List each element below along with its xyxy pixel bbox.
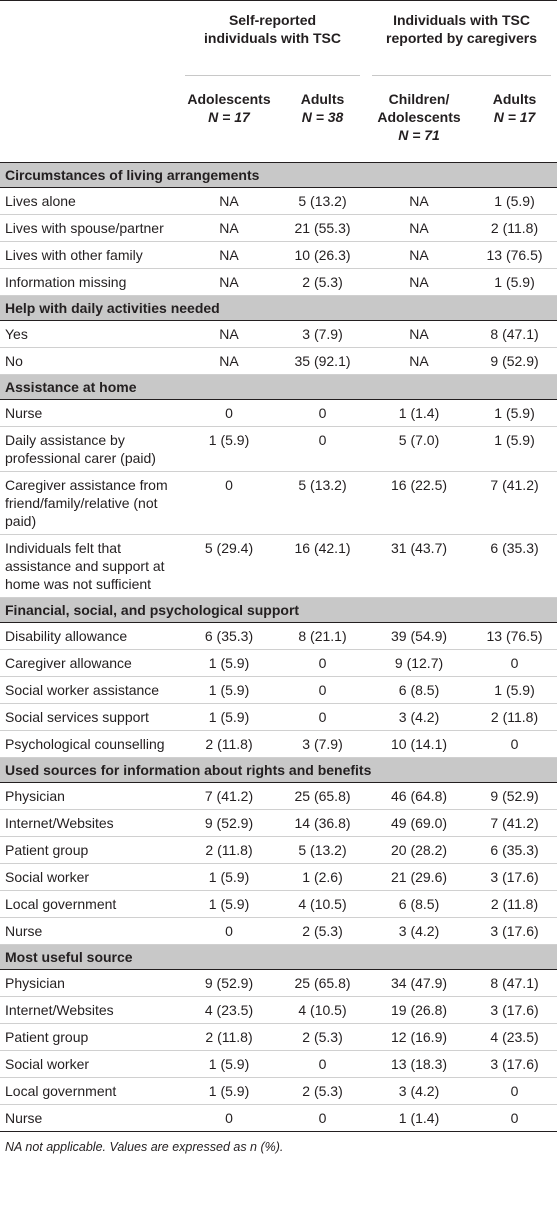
section-title: Most useful source bbox=[0, 945, 557, 970]
col-header-adults-self-n: N = 38 bbox=[301, 109, 344, 125]
table-row bbox=[0, 810, 557, 837]
table-row bbox=[0, 918, 557, 945]
row-value-col3: 12 (16.9) bbox=[366, 1024, 472, 1051]
table-header bbox=[0, 1, 557, 163]
row-value-col1: 0 bbox=[179, 400, 279, 427]
section-header-row bbox=[0, 758, 557, 783]
row-value-col2: 2 (5.3) bbox=[279, 918, 366, 945]
col-header-children-adolescents-label: Children/ Adolescents bbox=[377, 91, 461, 125]
row-value-col1: 1 (5.9) bbox=[179, 704, 279, 731]
table-row bbox=[0, 400, 557, 427]
row-value-col1: 1 (5.9) bbox=[179, 677, 279, 704]
row-value-col3: 20 (28.2) bbox=[366, 837, 472, 864]
row-value-col1: 6 (35.3) bbox=[179, 623, 279, 650]
row-value-col3: 3 (4.2) bbox=[366, 918, 472, 945]
table-footnote: NA not applicable. Values are expressed as n (%). bbox=[5, 1140, 284, 1154]
row-value-col2: 35 (92.1) bbox=[279, 348, 366, 375]
col-header-adults-self-label: Adults bbox=[300, 91, 345, 107]
row-value-col3: 46 (64.8) bbox=[366, 783, 472, 810]
row-value-col4: 6 (35.3) bbox=[472, 535, 557, 598]
table-row bbox=[0, 348, 557, 375]
row-value-col1: 2 (11.8) bbox=[179, 837, 279, 864]
table-row bbox=[0, 472, 557, 535]
row-value-col4: 9 (52.9) bbox=[472, 783, 557, 810]
row-value-col3: 31 (43.7) bbox=[366, 535, 472, 598]
row-value-col2: 0 bbox=[279, 1105, 366, 1132]
row-value-col1: 2 (11.8) bbox=[179, 731, 279, 758]
row-label: Internet/Websites bbox=[0, 810, 179, 837]
row-label: Physician bbox=[0, 970, 179, 997]
table-row bbox=[0, 535, 557, 598]
table-row bbox=[0, 1078, 557, 1105]
col-header-children-adolescents-n: N = 71 bbox=[398, 127, 440, 143]
col-header-adolescents bbox=[179, 76, 279, 163]
row-value-col2: 0 bbox=[279, 704, 366, 731]
row-value-col2: 14 (36.8) bbox=[279, 810, 366, 837]
row-label: Yes bbox=[0, 321, 179, 348]
row-value-col3: 6 (8.5) bbox=[366, 677, 472, 704]
row-value-col4: 0 bbox=[472, 650, 557, 677]
row-value-col1: 1 (5.9) bbox=[179, 864, 279, 891]
row-value-col3: 9 (12.7) bbox=[366, 650, 472, 677]
group-header-caregivers-text: Individuals with TSC reported by caregivers bbox=[386, 12, 537, 46]
row-label: Lives with other family bbox=[0, 242, 179, 269]
row-value-col3: 49 (69.0) bbox=[366, 810, 472, 837]
table-row bbox=[0, 864, 557, 891]
row-value-col3: 16 (22.5) bbox=[366, 472, 472, 535]
row-value-col4: 9 (52.9) bbox=[472, 348, 557, 375]
section-title: Help with daily activities needed bbox=[0, 296, 557, 321]
row-value-col1: 1 (5.9) bbox=[179, 1078, 279, 1105]
table-row bbox=[0, 650, 557, 677]
table-row bbox=[0, 783, 557, 810]
row-label: Nurse bbox=[0, 1105, 179, 1132]
section-title: Financial, social, and psychological support bbox=[0, 598, 557, 623]
table-row bbox=[0, 623, 557, 650]
row-value-col4: 6 (35.3) bbox=[472, 837, 557, 864]
row-value-col1: 5 (29.4) bbox=[179, 535, 279, 598]
row-value-col4: 2 (11.8) bbox=[472, 891, 557, 918]
col-header-children-adolescents bbox=[366, 76, 472, 163]
row-value-col3: NA bbox=[366, 188, 472, 215]
row-value-col3: 5 (7.0) bbox=[366, 427, 472, 472]
row-value-col1: 0 bbox=[179, 472, 279, 535]
table-row bbox=[0, 215, 557, 242]
row-value-col1: 1 (5.9) bbox=[179, 427, 279, 472]
row-value-col1: NA bbox=[179, 242, 279, 269]
col-header-adults-self bbox=[279, 76, 366, 163]
row-label: Local government bbox=[0, 891, 179, 918]
row-value-col4: 3 (17.6) bbox=[472, 864, 557, 891]
row-label: Internet/Websites bbox=[0, 997, 179, 1024]
row-value-col3: NA bbox=[366, 269, 472, 296]
row-value-col4: 8 (47.1) bbox=[472, 321, 557, 348]
row-value-col2: 8 (21.1) bbox=[279, 623, 366, 650]
row-value-col2: 21 (55.3) bbox=[279, 215, 366, 242]
row-value-col2: 0 bbox=[279, 1051, 366, 1078]
row-label: Daily assistance by professional carer (paid) bbox=[0, 427, 179, 472]
row-value-col4: 1 (5.9) bbox=[472, 400, 557, 427]
row-label: Caregiver assistance from friend/family/relative (not paid) bbox=[0, 472, 179, 535]
table-row bbox=[0, 997, 557, 1024]
row-value-col2: 1 (2.6) bbox=[279, 864, 366, 891]
col-header-adults-caregiver bbox=[472, 76, 557, 163]
group-header-self-reported bbox=[179, 1, 366, 76]
row-value-col2: 25 (65.8) bbox=[279, 783, 366, 810]
table-row bbox=[0, 677, 557, 704]
table-row bbox=[0, 242, 557, 269]
table-row bbox=[0, 970, 557, 997]
section-title: Assistance at home bbox=[0, 375, 557, 400]
row-label: Social services support bbox=[0, 704, 179, 731]
row-value-col2: 2 (5.3) bbox=[279, 1024, 366, 1051]
row-value-col2: 2 (5.3) bbox=[279, 1078, 366, 1105]
row-value-col4: 1 (5.9) bbox=[472, 269, 557, 296]
row-value-col1: NA bbox=[179, 348, 279, 375]
row-value-col2: 5 (13.2) bbox=[279, 472, 366, 535]
section-header-row bbox=[0, 296, 557, 321]
row-value-col4: 0 bbox=[472, 1078, 557, 1105]
table-row bbox=[0, 1105, 557, 1132]
row-label: Disability allowance bbox=[0, 623, 179, 650]
row-value-col3: 19 (26.8) bbox=[366, 997, 472, 1024]
row-value-col2: 3 (7.9) bbox=[279, 731, 366, 758]
row-value-col4: 0 bbox=[472, 1105, 557, 1132]
row-value-col2: 4 (10.5) bbox=[279, 891, 366, 918]
row-value-col1: 7 (41.2) bbox=[179, 783, 279, 810]
row-value-col4: 7 (41.2) bbox=[472, 472, 557, 535]
row-value-col4: 2 (11.8) bbox=[472, 215, 557, 242]
row-value-col1: 1 (5.9) bbox=[179, 650, 279, 677]
row-value-col3: 13 (18.3) bbox=[366, 1051, 472, 1078]
col-header-adolescents-n: N = 17 bbox=[208, 109, 250, 125]
section-title: Used sources for information about rights and benefits bbox=[0, 758, 557, 783]
row-value-col2: 3 (7.9) bbox=[279, 321, 366, 348]
row-value-col3: 1 (1.4) bbox=[366, 1105, 472, 1132]
table-row bbox=[0, 321, 557, 348]
row-value-col2: 10 (26.3) bbox=[279, 242, 366, 269]
row-value-col4: 4 (23.5) bbox=[472, 1024, 557, 1051]
row-label: Psychological counselling bbox=[0, 731, 179, 758]
row-label: Nurse bbox=[0, 400, 179, 427]
row-label: Information missing bbox=[0, 269, 179, 296]
row-value-col1: 1 (5.9) bbox=[179, 1051, 279, 1078]
row-value-col3: 10 (14.1) bbox=[366, 731, 472, 758]
row-value-col1: 4 (23.5) bbox=[179, 997, 279, 1024]
row-value-col1: 9 (52.9) bbox=[179, 970, 279, 997]
row-value-col3: NA bbox=[366, 242, 472, 269]
table-row bbox=[0, 704, 557, 731]
section-header-row bbox=[0, 163, 557, 188]
row-value-col4: 1 (5.9) bbox=[472, 427, 557, 472]
row-label: Social worker bbox=[0, 1051, 179, 1078]
row-value-col1: 2 (11.8) bbox=[179, 1024, 279, 1051]
row-value-col2: 5 (13.2) bbox=[279, 188, 366, 215]
row-label: Social worker bbox=[0, 864, 179, 891]
table-row bbox=[0, 731, 557, 758]
row-value-col3: 1 (1.4) bbox=[366, 400, 472, 427]
header-blank bbox=[0, 1, 179, 76]
row-value-col4: 1 (5.9) bbox=[472, 188, 557, 215]
col-header-adolescents-label: Adolescents bbox=[187, 91, 271, 107]
row-value-col1: NA bbox=[179, 215, 279, 242]
row-value-col1: NA bbox=[179, 269, 279, 296]
section-header-row bbox=[0, 375, 557, 400]
row-value-col3: NA bbox=[366, 321, 472, 348]
row-label: Individuals felt that assistance and support at home was not sufficient bbox=[0, 535, 179, 598]
row-label: Lives alone bbox=[0, 188, 179, 215]
table-row bbox=[0, 269, 557, 296]
row-label: Lives with spouse/partner bbox=[0, 215, 179, 242]
row-value-col4: 1 (5.9) bbox=[472, 677, 557, 704]
row-value-col4: 13 (76.5) bbox=[472, 623, 557, 650]
table-row bbox=[0, 427, 557, 472]
section-header-row bbox=[0, 945, 557, 970]
group-header-self-reported-text: Self-reported individuals with TSC bbox=[204, 12, 341, 46]
row-value-col2: 0 bbox=[279, 650, 366, 677]
row-value-col3: NA bbox=[366, 348, 472, 375]
table-row bbox=[0, 1024, 557, 1051]
row-value-col4: 7 (41.2) bbox=[472, 810, 557, 837]
row-value-col4: 3 (17.6) bbox=[472, 918, 557, 945]
col-header-adults-caregiver-label: Adults bbox=[492, 91, 537, 107]
row-value-col3: 39 (54.9) bbox=[366, 623, 472, 650]
row-value-col4: 3 (17.6) bbox=[472, 1051, 557, 1078]
row-label: Patient group bbox=[0, 1024, 179, 1051]
table-body bbox=[0, 163, 557, 1132]
row-value-col3: NA bbox=[366, 215, 472, 242]
row-value-col1: NA bbox=[179, 188, 279, 215]
row-value-col2: 0 bbox=[279, 427, 366, 472]
row-label: Social worker assistance bbox=[0, 677, 179, 704]
col-header-adults-caregiver-n: N = 17 bbox=[493, 109, 536, 125]
table-row bbox=[0, 891, 557, 918]
table-row bbox=[0, 837, 557, 864]
row-value-col4: 2 (11.8) bbox=[472, 704, 557, 731]
row-label: Physician bbox=[0, 783, 179, 810]
row-value-col2: 25 (65.8) bbox=[279, 970, 366, 997]
group-header-caregivers bbox=[366, 1, 557, 76]
row-value-col1: NA bbox=[179, 321, 279, 348]
row-value-col3: 21 (29.6) bbox=[366, 864, 472, 891]
row-value-col3: 3 (4.2) bbox=[366, 704, 472, 731]
row-value-col2: 4 (10.5) bbox=[279, 997, 366, 1024]
row-value-col3: 3 (4.2) bbox=[366, 1078, 472, 1105]
section-title: Circumstances of living arrangements bbox=[0, 163, 557, 188]
row-value-col2: 16 (42.1) bbox=[279, 535, 366, 598]
row-label: Local government bbox=[0, 1078, 179, 1105]
row-label: Caregiver allowance bbox=[0, 650, 179, 677]
table-row bbox=[0, 188, 557, 215]
row-value-col3: 34 (47.9) bbox=[366, 970, 472, 997]
row-value-col4: 13 (76.5) bbox=[472, 242, 557, 269]
row-label: Patient group bbox=[0, 837, 179, 864]
row-value-col1: 0 bbox=[179, 918, 279, 945]
row-value-col1: 1 (5.9) bbox=[179, 891, 279, 918]
row-value-col2: 2 (5.3) bbox=[279, 269, 366, 296]
row-label: Nurse bbox=[0, 918, 179, 945]
row-value-col1: 9 (52.9) bbox=[179, 810, 279, 837]
row-value-col3: 6 (8.5) bbox=[366, 891, 472, 918]
row-label: No bbox=[0, 348, 179, 375]
row-value-col4: 0 bbox=[472, 731, 557, 758]
section-header-row bbox=[0, 598, 557, 623]
row-value-col2: 0 bbox=[279, 400, 366, 427]
row-value-col2: 5 (13.2) bbox=[279, 837, 366, 864]
row-value-col4: 8 (47.1) bbox=[472, 970, 557, 997]
row-value-col2: 0 bbox=[279, 677, 366, 704]
row-value-col1: 0 bbox=[179, 1105, 279, 1132]
table-row bbox=[0, 1051, 557, 1078]
subheader-blank bbox=[0, 76, 179, 163]
row-value-col4: 3 (17.6) bbox=[472, 997, 557, 1024]
